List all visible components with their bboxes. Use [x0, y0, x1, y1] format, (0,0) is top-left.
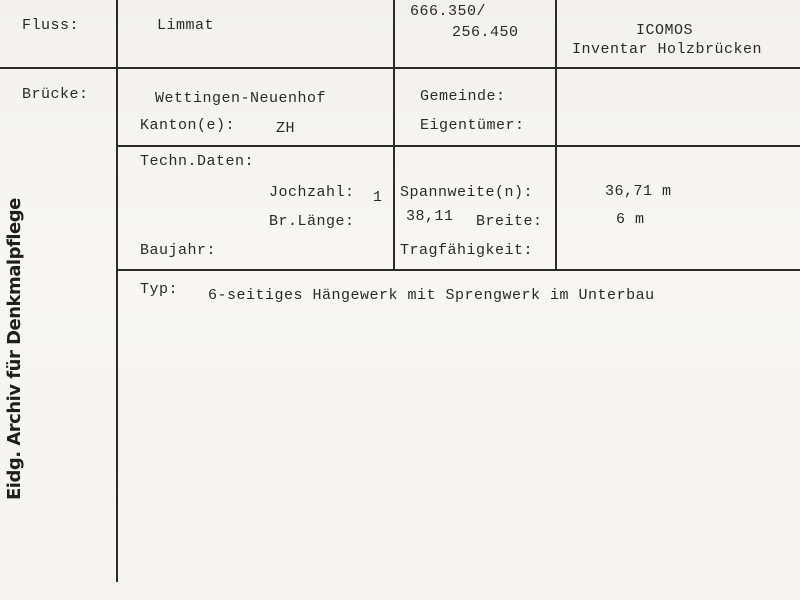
kanton-label: Kanton(e): — [140, 117, 236, 134]
bridge-length-value: 38,11 — [406, 208, 454, 225]
bridge-name: Wettingen-Neuenhof — [155, 90, 327, 107]
bridge-length-label: Br.Länge: — [269, 213, 355, 230]
divider-bridge-bottom — [117, 145, 800, 147]
typ-label: Typ: — [140, 281, 179, 298]
fluss-label: Fluss: — [22, 17, 80, 34]
coordinates-line1: 666.350/ — [410, 3, 487, 20]
fluss-value: Limmat — [157, 17, 215, 34]
breite-value: 6 m — [616, 211, 645, 228]
archive-side-text: Eidg. Archiv für Denkmalpflege — [4, 198, 25, 500]
jochzahl-label: Jochzahl: — [269, 184, 355, 201]
tech-data-title: Techn.Daten: — [140, 153, 255, 170]
baujahr-label: Baujahr: — [140, 242, 217, 259]
tragfaehigkeit-label: Tragfähigkeit: — [400, 242, 534, 259]
coordinates-line2: 256.450 — [452, 24, 519, 41]
divider-tech-bottom — [117, 269, 800, 271]
org-subtitle: Inventar Holzbrücken — [572, 41, 763, 58]
typ-value: 6-seitiges Hängewerk mit Sprengwerk im Unterbau — [208, 287, 655, 304]
divider-right-vertical — [555, 0, 557, 270]
spannweite-value: 36,71 m — [605, 183, 672, 200]
org-title: ICOMOS — [636, 22, 694, 39]
divider-left-vertical — [116, 0, 118, 582]
kanton-value: ZH — [276, 120, 296, 137]
divider-mid-vertical — [393, 0, 395, 270]
breite-label: Breite: — [476, 213, 543, 230]
spannweite-label: Spannweite(n): — [400, 184, 534, 201]
bruecke-label: Brücke: — [22, 86, 89, 103]
divider-header-bottom — [0, 67, 800, 69]
jochzahl-value: 1 — [373, 189, 383, 206]
gemeinde-label: Gemeinde: — [420, 88, 506, 105]
eigentuemer-label: Eigentümer: — [420, 117, 525, 134]
